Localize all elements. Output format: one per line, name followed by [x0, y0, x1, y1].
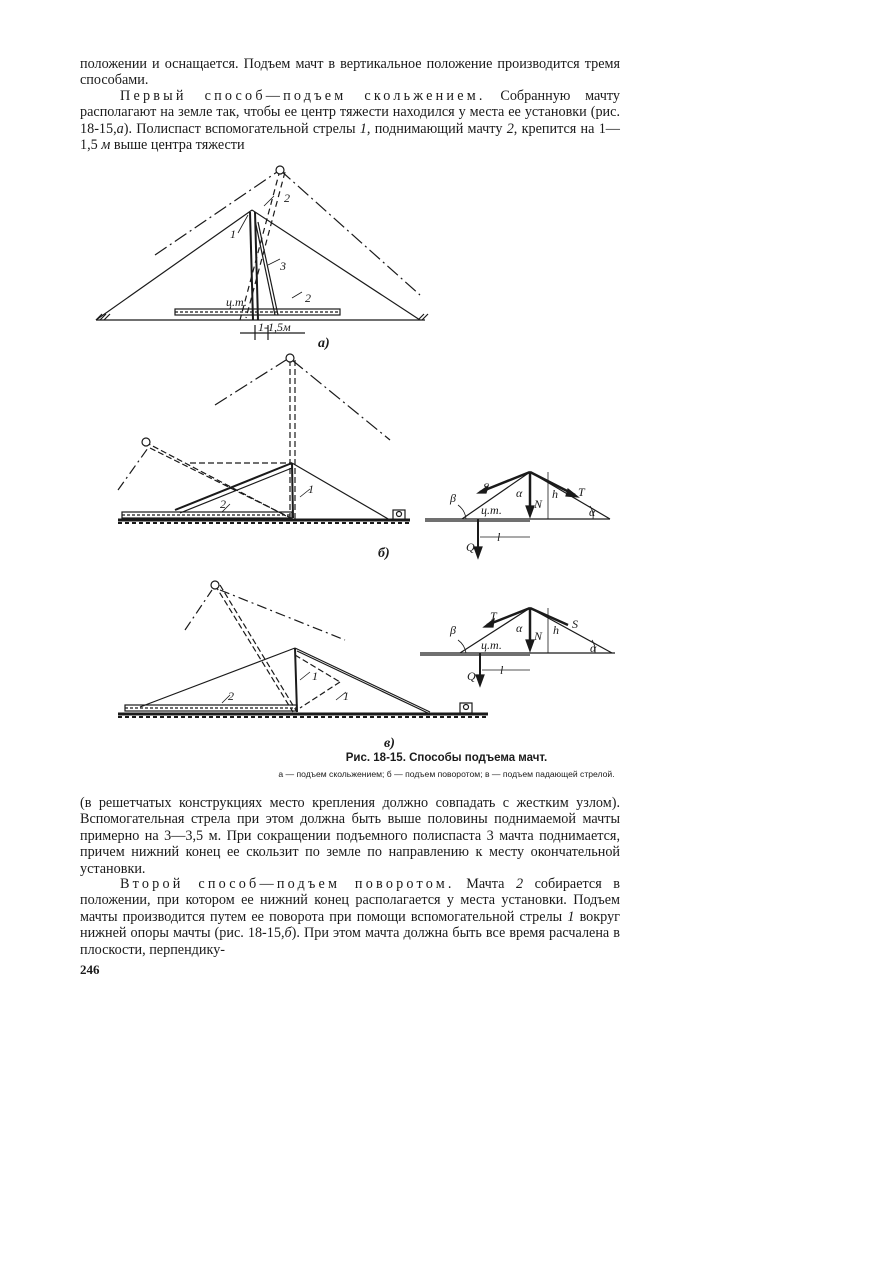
subfigure-label-b: б) — [378, 546, 390, 561]
page-number: 246 — [80, 962, 100, 977]
text-run: вокруг нижней опоры мачты (рис. 18-15, — [80, 908, 620, 942]
label-1: 1 — [312, 669, 318, 683]
label-1b: 1 — [343, 689, 349, 703]
paragraph-second-method — [80, 876, 620, 958]
label-alpha: α — [516, 621, 523, 635]
mast-top — [286, 354, 294, 362]
arrow-head — [476, 675, 484, 686]
label-beta: β — [450, 623, 456, 637]
label-N: N — [534, 629, 543, 643]
guy-rope-final — [280, 170, 420, 295]
label-S: S — [483, 480, 489, 494]
text-run: ). При этом мачта должна быть все время расчалена в плоскости, перпендику- — [80, 925, 620, 958]
diagram-c — [118, 581, 615, 717]
label-S: S — [572, 617, 578, 631]
arrow-head — [474, 547, 482, 558]
label-N: N — [534, 497, 543, 511]
arrow-head — [526, 640, 534, 651]
label-2: 2 — [305, 291, 311, 305]
label-dimension: 1-1,5м — [258, 320, 291, 334]
text-run: б — [284, 925, 292, 942]
guy-rope-final — [292, 360, 390, 440]
label-l: l — [500, 663, 504, 677]
boom-initial-position — [215, 585, 293, 712]
label-2: 2 — [228, 689, 234, 703]
guy-rope — [252, 210, 420, 320]
label-1: 1 — [230, 227, 236, 241]
force-diagram-c — [420, 608, 615, 686]
label-center-of-mass: ц.т. — [226, 295, 247, 309]
guy-rope-initial — [185, 590, 212, 630]
text-run: м — [101, 137, 111, 154]
text-run: 1 — [567, 908, 575, 925]
label-center-of-mass: ц.т. — [481, 503, 502, 517]
diagram-b — [118, 354, 610, 558]
force-S — [530, 608, 568, 625]
arrow-head — [526, 506, 534, 517]
boom-falling — [300, 682, 340, 708]
diagram-a — [96, 166, 428, 340]
guy-rope-initial — [220, 590, 345, 640]
label-h: h — [553, 623, 559, 637]
text-run: собирается в положении, при котором ее нижний конец располагается у места установки. Подъем мачты производится путем ее поворота при помощи вспомогательной стрелы — [80, 876, 620, 925]
label-Q: Q — [466, 540, 475, 554]
text-run: Собранную мачту располагают на земле так, чтобы ее центр тяжести находился у места ее установки (рис. 18-15, — [80, 88, 620, 137]
guy-rope-final — [215, 360, 286, 405]
arrow-head — [566, 489, 578, 497]
figure-legend: а — подъем скольжением; б — подъем поворотом; в — подъем падающей стрелой. — [278, 769, 615, 779]
label-alpha-2: α — [589, 505, 596, 519]
subfigure-label-c: в) — [384, 736, 395, 751]
text-run: выше центра тяжести — [110, 137, 245, 154]
label-Q: Q — [467, 669, 476, 683]
first-method-heading: Первый способ—подъем скольжением. — [120, 88, 486, 104]
label-center-of-mass: ц.т. — [481, 638, 502, 652]
text-run: Мачта — [454, 876, 516, 892]
text-run: 1 — [359, 120, 367, 137]
guy-rope-intermediate — [118, 448, 148, 490]
mast-top — [276, 166, 284, 174]
label-l: l — [497, 530, 501, 544]
label-2: 2 — [284, 191, 290, 205]
text-run: а — [116, 120, 124, 137]
mast-rising — [180, 468, 292, 513]
second-method-heading: Второй способ—подъем поворотом. — [120, 876, 455, 892]
label-alpha: α — [516, 486, 523, 500]
text-run: , крепится на 1—1,5 — [80, 120, 620, 154]
label-alpha-2: α — [590, 641, 597, 655]
mast-vertical — [295, 648, 297, 712]
winch-drum — [464, 705, 469, 710]
aux-boom — [250, 212, 253, 320]
subfigure-label-a: а) — [318, 336, 330, 351]
leader-lines — [222, 672, 346, 703]
leader-lines — [238, 196, 302, 298]
winch-drum — [397, 512, 402, 517]
text-run: ). Полиспаст вспомогательной стрелы — [123, 120, 360, 137]
label-beta: β — [450, 491, 456, 505]
label-T: T — [578, 485, 585, 499]
mast-top-intermediate — [142, 438, 150, 446]
paragraph-continuation: (в решетчатых конструкциях место крепления должно совпадать с жестким узлом). Вспомогательная стрела при этом должна быть выше половины поднимаемой мачты примерно на 3—3,5 м. При сокращении подъемного полиспаста 3 мачта поднимается, причем нижний конец ее скользит по земле по направлению к месту окончательной установки. — [80, 795, 620, 877]
boom-top — [211, 581, 219, 589]
label-h: h — [552, 487, 558, 501]
aux-boom — [292, 463, 293, 518]
paragraph-intro: положении и оснащается. Подъем мачт в вертикальное положение производится тремя способами. — [80, 56, 620, 89]
text-run: 2 — [515, 876, 524, 892]
hoist-tackle — [258, 222, 278, 315]
label-3: 3 — [280, 259, 286, 273]
text-run: , поднимающий мачту — [366, 120, 507, 137]
text-run: 2 — [506, 120, 514, 137]
figure-caption: Рис. 18-15. Способы подъема мачт. — [345, 752, 548, 764]
mast-rising — [175, 463, 292, 510]
label-2: 2 — [220, 497, 226, 511]
leader-lines — [222, 489, 310, 512]
label-T: T — [490, 609, 497, 623]
label-1: 1 — [308, 482, 314, 496]
